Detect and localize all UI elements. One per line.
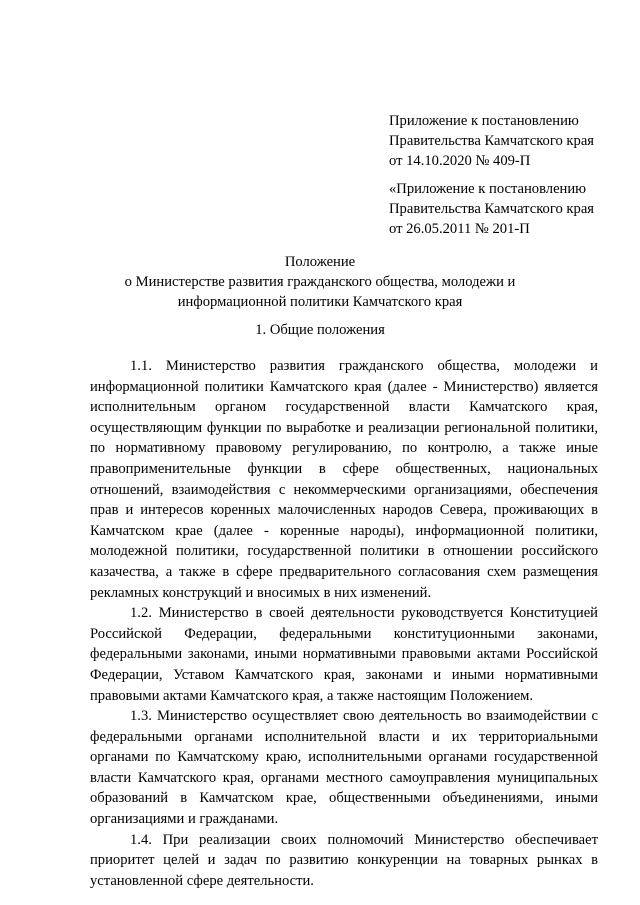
document-title: [80, 252, 560, 312]
appendix-original-line-2: Правительства Камчатского края: [389, 201, 595, 217]
section-heading: 1. Общие положения: [255, 322, 385, 338]
appendix-header: [389, 111, 634, 239]
paragraph-1-3: 1.3. Министерство осуществляет свою деятельность во взаимодействии с федеральными органами исполнительной власти и их территориальными органами по Камчатскому краю, исполнительными органами государственной власти Камчатского края, органами местного самоуправления муниципальных образований в Камчатском крае, общественными объединениями, иными организациями и гражданами.: [90, 708, 598, 828]
title-line-2: о Министерстве развития гражданского общества, молодежи и: [124, 274, 516, 290]
appendix-current-line-2: Правительства Камчатского края: [389, 133, 595, 149]
appendix-current-line-3: от 14.10.2020 № 409-П: [389, 153, 531, 169]
paragraph-1-1: 1.1. Министерство развития гражданского общества, молодежи и информационной политики Камчатского края (далее - Министерство) является исполнительным органом государственной власти Камчатского края, осуществляющим функции по выработке и реализации региональной политики, по нормативному правовому регулированию, по контролю, а также иные правоприменительные функции в сфере общественных, национальных отношений, взаимодействия с некоммерческими организациями, обеспечения прав и интересов коренных малочисленных народов Севера, проживающих в Камчатском крае (далее - коренные народы), информационной политики, молодежной политики, государственной политики в отношении российского казачества, а также в сфере предварительного согласования схем размещения рекламных конструкций и вносимых в них изменений.: [90, 358, 598, 601]
appendix-original-line-3: от 26.05.2011 № 201-П: [389, 221, 530, 237]
paragraph-1-2: 1.2. Министерство в своей деятельности руководствуется Конституцией Российской Федерации, федеральными конституционными законами, федеральными законами, иными нормативными правовыми актами Российской Федерации, Уставом Камчатского края, законами и иными нормативными правовыми актами Камчатского края, а также настоящим Положением.: [90, 605, 598, 704]
paragraph-1-4: 1.4. При реализации своих полномочий Министерство обеспечивает приоритет целей и задач по развитию конкуренции на товарных рынках в установленной сфере деятельности.: [90, 831, 598, 889]
title-line-1: Положение: [284, 254, 356, 270]
appendix-original-line-1: «Приложение к постановлению: [389, 181, 587, 197]
section-body: [90, 356, 598, 891]
title-line-3: информационной политики Камчатского края: [177, 294, 463, 310]
appendix-current-line-1: Приложение к постановлению: [389, 113, 579, 129]
